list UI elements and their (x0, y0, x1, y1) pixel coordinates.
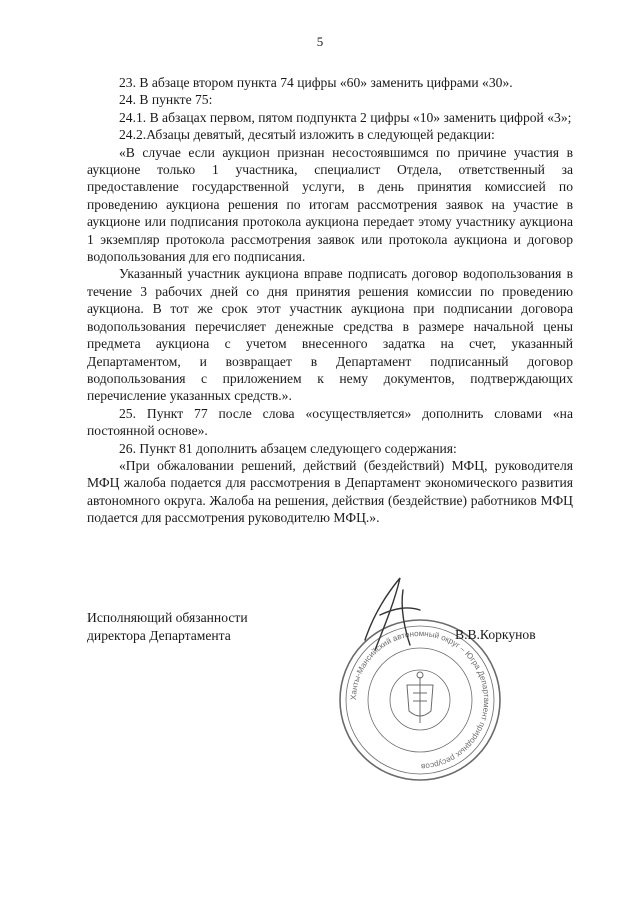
paragraph-quote-1: «В случае если аукцион признан несостоявшимся по причине участия в аукционе только 1 участника, специалист Отдела, ответственный за предоставление государственной услуги, в день принятия комиссией по проведению аукциона решения по итогам рассмотрения заявок на участие в аукционе или подписания протокола аукциона передает этому участнику аукциона 1 экземпляр протокола рассмотрения заявок или протокола аукциона и договор водопользования для его подписания. (87, 144, 573, 265)
paragraph-25: 25. Пункт 77 после слова «осуществляется» дополнить словами «на постоянной основе». (87, 405, 573, 439)
page-number: 5 (316, 34, 324, 49)
signer-position (87, 609, 248, 645)
handwritten-signature-icon (345, 570, 435, 660)
seal-ring-text: Ханты-Мансийский автономный округ – Югра Департамент природных ресурсов (348, 628, 492, 772)
signer-position-line-1: Исполняющий обязанности (87, 610, 248, 625)
paragraph-26: 26. Пункт 81 дополнить абзацем следующего содержания: (119, 440, 457, 456)
paragraph-23: 23. В абзаце втором пункта 74 цифры «60» заменить цифрами «30». (119, 75, 513, 90)
paragraph-24: 24. В пункте 75: (119, 92, 213, 108)
signer-position-line-2: директора Департамента (87, 628, 231, 643)
paragraph-26-text: «При обжаловании решений, действий (бездействий) МФЦ, руководителя МФЦ жалоба подается для рассмотрения в Департамент экономического развития автономного округа. Жалоба на решения, действия (бездействие) работников МФЦ подается для рассмотрения руководителю МФЦ.». (87, 457, 573, 526)
paragraph-24-1: 24.1. В абзацах первом, пятом подпункта 2 цифры «10» заменить цифрой «3»; (119, 109, 572, 125)
seal-emblem-icon (407, 672, 433, 723)
paragraph-quote-2: Указанный участник аукциона вправе подписать договор водопользования в течение 3 рабочих дней со дня принятия решения комиссии по проведению аукциона. В тот же срок этот участник аукциона при подписании договора водопользования перечисляет денежные средства в размере начальной цены предмета аукциона с учетом внесенного задатка на счет, указанный Департаментом, и возвращает в Департамент подписанный договор водопользования с приложением к нему документов, подтверждающих перечисление указанных средств.». (87, 266, 573, 404)
paragraph-24-2: 24.2.Абзацы девятый, десятый изложить в следующей редакции: (119, 127, 495, 143)
document-body (87, 74, 573, 527)
signer-name: В.В.Коркунов (455, 627, 536, 642)
